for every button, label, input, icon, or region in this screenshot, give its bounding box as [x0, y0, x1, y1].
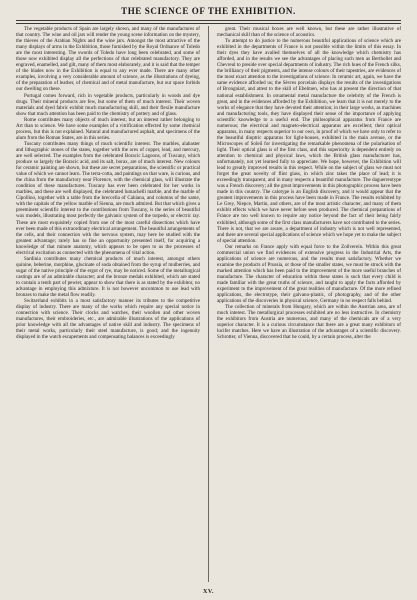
paragraph: Sardinia contributes many chemical products of much interest, amongst others quinine, beberine, morphine, glucinate of soda obtained from the syrup of mulberries, and sugar of the native principle of the ergot of rye, may be noticed. Some of the metallurgical castings are of an admirable character; and the bronze medals exhibited, which are stated to contain a tenth part of pewter, appear to show that there is as stated by the exhibitor, no advantage in employing this admixture. It is not however uncommon to use lead with bronzes to make the metal flow readily. [16, 255, 200, 299]
paragraph: To attempt to do justice to the numerous beautiful applications of science which are exhibited in the departments of France is not possible within the limits of this essay. In their dyes they have availed themselves of all the knowledge which chemistry has afforded, and in the results we see the advantages of placing such men as Berthollet and Chevreul to preside over special departments of industry. The rich hues of the French silks, the brilliancy of their pigments, and the intense colours of their tapestries, are evidences of the most exact attention to the investigations of science. In ceramic art, again, we have the same evidence afforded us; the Sèvres porcelain displays the results of the investigations of Brongniart, and attest to the skill of Ebelmen, who has at present the direction of that national establishment. In ornamental metal manufacture the celebrity of the French is great, and in the evidences afforded by the Exhibition, we learn that it is not merely to the works of elegance that they have devoted their attention; in their large works, as machines and manufacturing tools, they have displayed their sense of the importance of applying scientific knowledge to a useful end. The philosophical apparatus from France are numerous; the electrical and magneto-electrical apparatus are excellent; their optical apparatus, in many respects superior to our own, in proof of which we have only to refer to the beautiful dioptric apparatus for light-houses, exhibited in the main avenue, or the Microscopes of Soleil for investigating the remarkable phenomena of the polarisation of light. Their optical glass is of the first class, and this superiority is dependent entirely on attention to chemical and physical laws, which the British glass manufacturer has, unfortunately, not yet learned fully to appreciate. We hope, however, the Exhibition will lead to greatly improved results in this respect. While on the subject of glass we must not forget the great novelty of flint glass, in which zinc takes the place of lead; it is exceedingly transparent, and in many respects a beautiful manufacture. The daguerreotype was a French discovery; all the great improvements in this photographic process have been made in this country. The calotype is an English discovery, and it would appear that the greatest improvements in this process have been made in France. The results exhibited by Le Grey, Niepce, Martin, and others, are of the most artistic character, and many of them exhibit effects which we have never before seen produced. The chemical preparations of France are too well known to require any notice beyond the fact of their being fairly exhibited, although some of the first class manufacturers have not contributed to the series. There is not, that we are aware, a department of industry which is not well represented, and there are several special applications of science which we hope yet to make the subject of special attention. [217, 38, 401, 244]
page-number: XV. [203, 589, 214, 595]
right-column [217, 26, 401, 582]
paragraph: Tuscany contributes many things of much scientific interest. The marbles, alabaster and lithographic stones of the states, together with the ores of copper, lead, and mercury, are well selected. The examples from the celebrated Boracic Lagoons, of Tuscany, which produce so largely the Boracic acid, and its salt, borax, are of much interest. New colours for ceramic painting are shown, but these are secret preparations, the scientific or practical value of which we cannot learn. The terra-cotta, and paintings on that ware, is curious, and the china from the manufactory near Florence, with the chemical glass, will illustrate the condition of these manufactures. Tuscany has ever been celebrated for her works in marbles, and these are well displayed, the celebrated lumachelli marble, and the marble of Cipollino, together with a table from the breccella of Cahiana, and columns of the same, with the capitals of the yellow marble of Sienna, are much admired. But that which gives a preeminent scientific interest to the contributions from Tuscany, is the series of beautiful wax models, illustrating most perfectly the galvanic system of the torpedo, or electric ray. These are most exquisitely copied from one of the most careful dissections which have ever been made of this extraordinary electrical arrangement. The beautiful arrangements of the cells, and their connection with the nervous system, may here be studied with the greatest advantage; rarely has so fine an opportunity presented itself, for acquiring a knowledge of that minute anatomy, which appears to be open to us the processes of electrical excitation as connected with the phenomena of vital action. [16, 140, 200, 256]
paragraph: great. Their musical boxes are well known, but these are rather illustrative of mechanical skill than of the science of acoustics. [217, 26, 401, 39]
running-header [16, 6, 401, 21]
page-title: THE SCIENCE OF THE EXHIBITION. [121, 6, 296, 16]
paragraph: The vegetable products of Spain are largely shown, and many of the manufactures of that country. The wine and oil jars will render the young scene information on the mystery, the thieves of the Arabian Nights and the wine jars. Amongst the most attractive of the many displays of arms in the Exhibition, those furnished by the Royal Ordnance of Toledo are the most interesting. The swords of Toledo have long been celebrated, and some of those now exhibited display all the perfections of that celebrated manufactory. They are engraved, enamelled, and gilt, many of them most elaborately, and it is said that the temper of the blades now in the Exhibition is equal to any ever made. There are many other examples, involving a very considerable amount of science, as the illustrations of dyeing, of the preparation of leather, of chemical and of metal manufacture, but our space forbids our dwelling on these. [16, 26, 200, 93]
header-rule [16, 23, 401, 24]
paragraph: Rome contributes many objects of much interest, but an interest rather belonging to Art than to science. We have some examples of a vitrification effected by some chemical process, but this is not explained. Natural and manufactured asphalt, and specimens of the alum from the Roman States, are in this series. [16, 116, 200, 141]
column-divider [208, 26, 209, 582]
paragraph: Portugal comes forward, rich in vegetable products, particularly in woods and dye drugs. Their mineral products are few, but some of them of much interest. Their woven materials and dyed fabric exhibit much manufacturing skill, and their flexile manufacture show that much attention has been paid to the chemistry of pottery and of glass. [16, 92, 200, 117]
text-columns [16, 26, 401, 582]
paragraph: Switzerland exhibits in a most satisfactory manner its tributes to the competitive display of industry. There are many of the works which require any special notice in connection with science. Their clocks and watches, their woollen and other woven manufactures, their embroideries, etc., are admirable illustrations of the applications of prior knowledge with all the advantages of native skill and industry. The specimens of their metal works, particularly their steel manufacture, is good; and the ingenuity displayed in the watch escapements and compensating balances is exceedingly [16, 298, 200, 341]
left-column [16, 26, 200, 582]
paragraph: The collection of minerals from Hungary, which are within the Austrian area, are of much interest. The metallurgical processes exhibited are no less instructive. In chemistry the exhibitors from Austria are numerous, and many of the chemicals are of a very superior character. It is a curious circumstance that there are a great many exhibitors of lucifer matches. Here we have an illustration of the advantages of a scientific discovery. Schrotter, of Vienna, discovered that he could, by a certain process, alter the [217, 304, 401, 341]
paragraph: Our remarks on France apply with equal force to the Zollverein. Within this great commercial union we find evidences of extensive progress in the Industrial Arts, the applications of science are numerous, and the results most satisfactory. Whether we examine the products of Prussia, or those of the smaller states, we must be struck with the marked attention which has been paid to the improvement of the more useful branches of manufacture. The character of education within these states is such that every child is made familiar with the great truths of science, and taught to apply the facts afforded by experiment to the improvement of the great realities of manufacture. Of the more refined applications, the electrotype, their galvano-plastic, of photography, and of the other applications of the discoveries in physical science, Germany in no respect falls behind. [217, 243, 401, 305]
